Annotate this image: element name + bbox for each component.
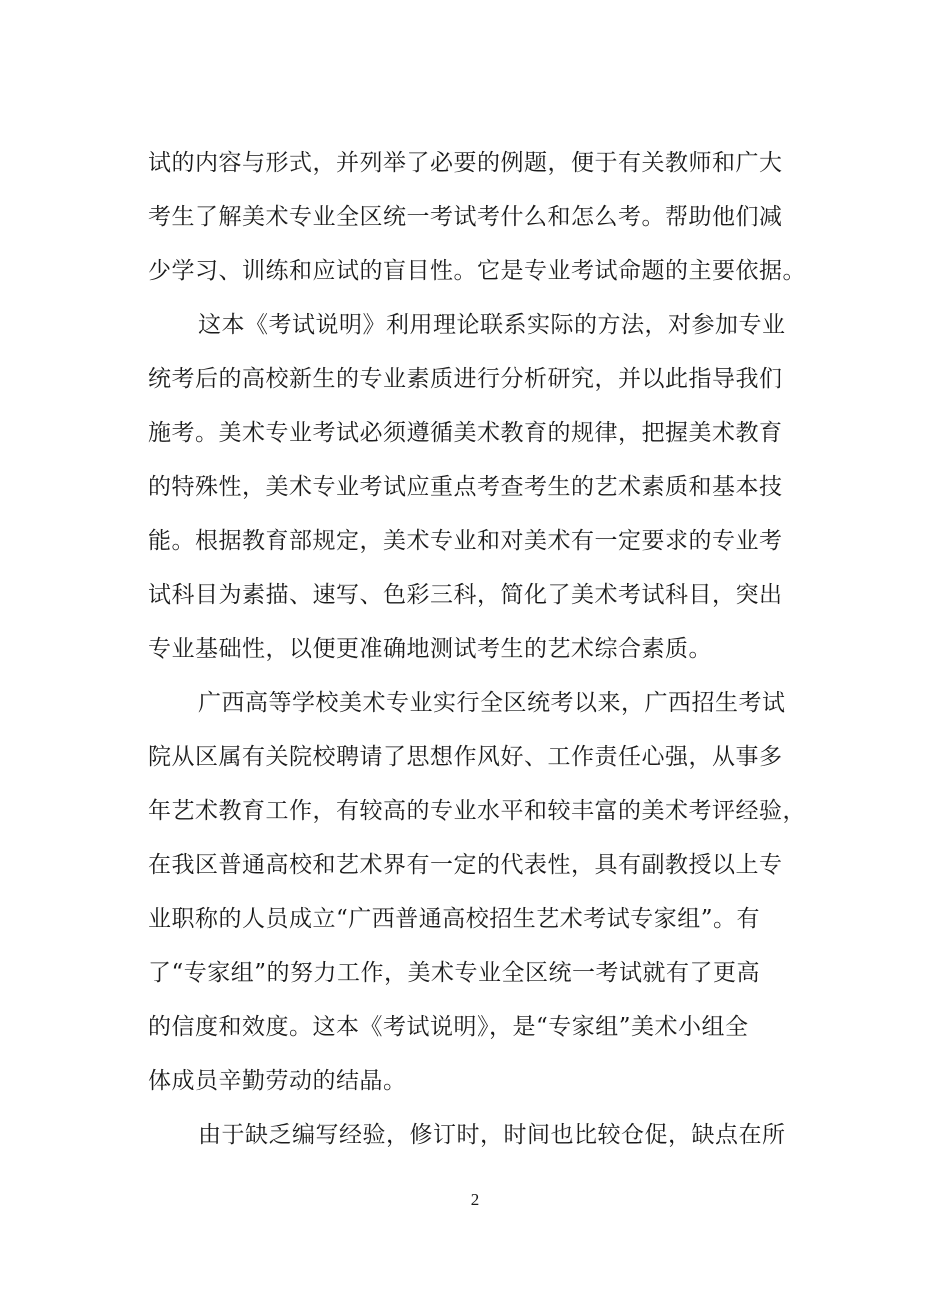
text-line: 这本《考试说明》利用理论联系实际的方法，对参加专业 xyxy=(198,312,786,338)
text-line: 由于缺乏编写经验，修订时，时间也比较仓促，缺点在所 xyxy=(198,1122,786,1148)
text-line: 在我区普通高校和艺术界有一定的代表性，具有副教授以上专 xyxy=(148,852,783,878)
text-line: 的特殊性，美术专业考试应重点考查考生的艺术素质和基本技 xyxy=(148,474,783,500)
text-line: 广西高等学校美术专业实行全区统考以来，广西招生考试 xyxy=(198,690,786,716)
text-line: 少学习、训练和应试的盲目性。它是专业考试命题的主要依据。 xyxy=(148,258,806,284)
text-line: 施考。美术专业考试必须遵循美术教育的规律，把握美术教育 xyxy=(148,420,783,446)
text-line: 业职称的人员成立“广西普通高校招生艺术考试专家组”。有 xyxy=(148,906,761,932)
text-line: 试的内容与形式，并列举了必要的例题，便于有关教师和广大 xyxy=(148,150,783,176)
text-line: 了“专家组”的努力工作，美术专业全区统一考试就有了更高 xyxy=(148,960,761,986)
page-number: 2 xyxy=(470,1190,480,1209)
text-line: 的信度和效度。这本《考试说明》，是“专家组”美术小组全 xyxy=(148,1014,749,1040)
body-text xyxy=(148,136,808,1162)
text-line: 统考后的高校新生的专业素质进行分析研究，并以此指导我们 xyxy=(148,366,783,392)
text-line: 能。根据教育部规定，美术专业和对美术有一定要求的专业考 xyxy=(148,528,783,554)
text-line: 专业基础性，以便更准确地测试考生的艺术综合素质。 xyxy=(148,636,712,662)
text-line: 试科目为素描、速写、色彩三科，简化了美术考试科目，突出 xyxy=(148,582,783,608)
text-line: 考生了解美术专业全区统一考试考什么和怎么考。帮助他们减 xyxy=(148,204,783,230)
text-line: 年艺术教育工作，有较高的专业水平和较丰富的美术考评经验， xyxy=(148,798,806,824)
text-line: 院从区属有关院校聘请了思想作风好、工作责任心强，从事多 xyxy=(148,744,783,770)
text-line: 体成员辛勤劳动的结晶。 xyxy=(148,1068,407,1094)
